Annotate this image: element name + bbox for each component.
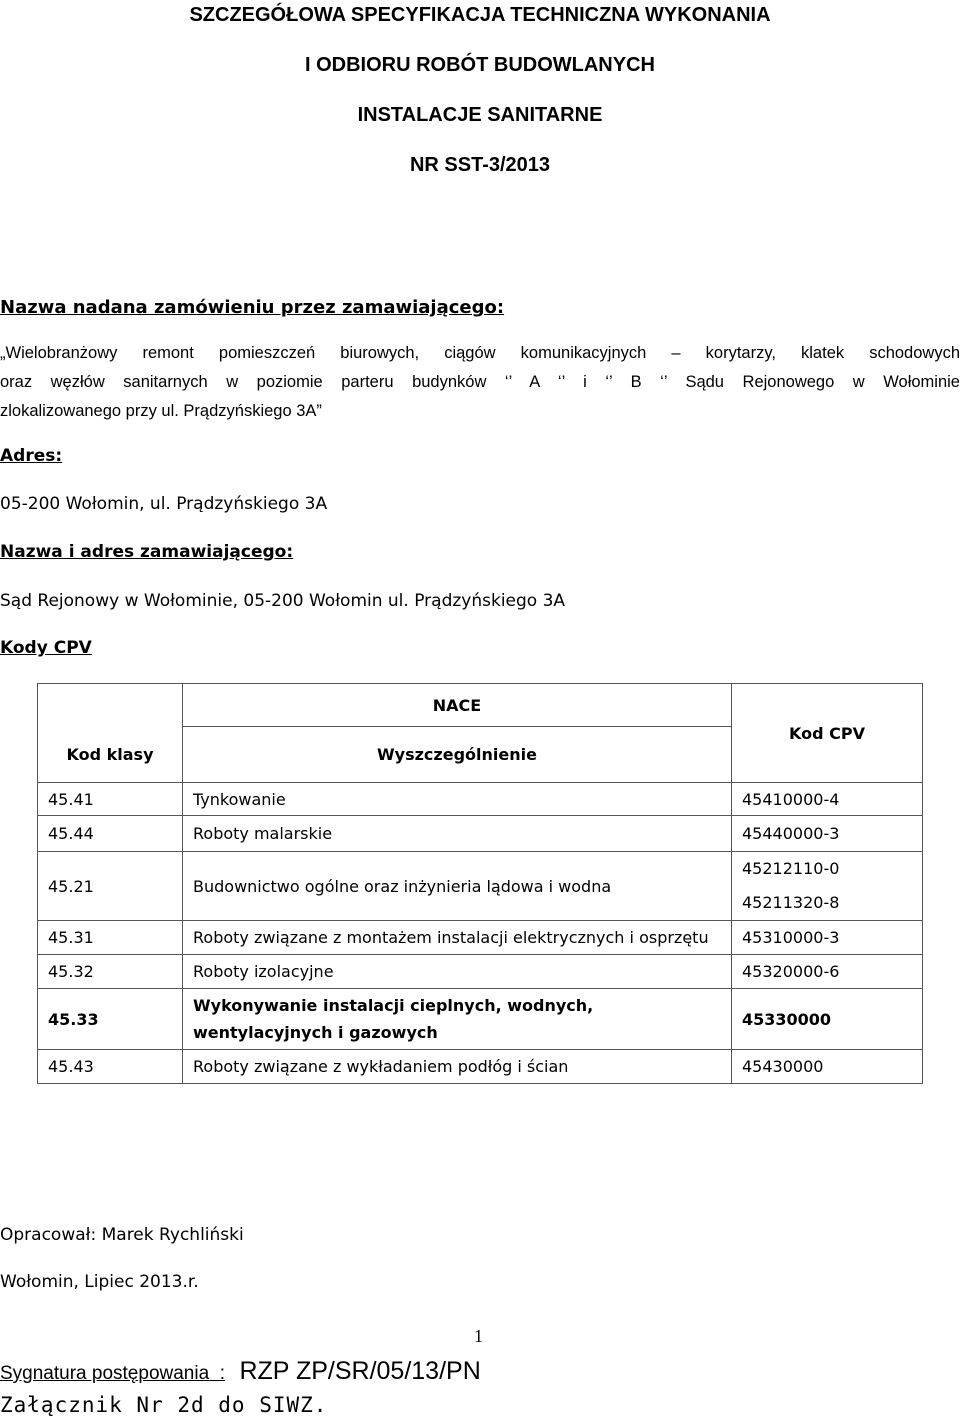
header-class: Kod klasy: [38, 727, 183, 783]
row-description-line-2: wentylacyjnych i gazowych: [193, 1023, 438, 1042]
row-cpv-code: 45430000: [732, 1050, 923, 1084]
address-value: 05-200 Wołomin, ul. Prądzyńskiego 3A: [0, 494, 328, 514]
order-name-line-2: oraz węzłów sanitarnych w poziomie parteru budynków ‘’ A ‘’ i ‘’ B ‘’ Sądu Rejonowego w Wołominie: [0, 373, 960, 391]
row-class: 45.31: [38, 921, 183, 955]
row-description: Budownictwo ogólne oraz inżynieria lądowa i wodna: [183, 852, 732, 921]
row-class: 45.41: [38, 783, 183, 816]
row-description: Roboty związane z wykładaniem podłóg i ścian: [183, 1050, 732, 1084]
row-cpv-code-2: 45211320-8: [742, 893, 840, 912]
row-class: 45.33: [38, 989, 183, 1050]
table-header-row: [38, 684, 923, 727]
header-cpv: Kod CPV: [732, 684, 923, 783]
row-cpv-code: 45320000-6: [732, 955, 923, 989]
row-description: Roboty malarskie: [183, 816, 732, 852]
signature-value: RZP ZP/SR/05/13/PN: [239, 1357, 481, 1385]
row-description-line-1: Wykonywanie instalacji cieplnych, wodnych,: [193, 996, 594, 1015]
signature-label: Sygnatura postępowania: [0, 1363, 210, 1384]
header-description: Wyszczególnienie: [183, 727, 732, 783]
title-line-4: NR SST-3/2013: [409, 154, 551, 176]
title-line-1: SZCZEGÓŁOWA SPECYFIKACJA TECHNICZNA WYKONANIA: [189, 4, 771, 26]
header-nace: NACE: [183, 684, 732, 727]
cpv-label: Kody CPV: [0, 638, 92, 658]
row-description: [183, 989, 732, 1050]
row-cpv-code: 45330000: [732, 989, 923, 1050]
row-class: 45.43: [38, 1050, 183, 1084]
title-line-3: INSTALACJE SANITARNE: [357, 104, 603, 126]
page-number: 1: [474, 1326, 483, 1346]
row-description: Roboty izolacyjne: [183, 955, 732, 989]
row-description: Tynkowanie: [183, 783, 732, 816]
order-name-line-1: „Wielobranżowy remont pomieszczeń biurowych, ciągów komunikacyjnych – korytarzy, klatek schodowych: [0, 344, 960, 362]
cpv-table: [37, 683, 923, 1084]
row-description: Roboty związane z montażem instalacji elektrycznych i osprzętu: [183, 921, 732, 955]
header-spacer: [38, 684, 183, 727]
client-label: Nazwa i adres zamawiającego:: [0, 542, 294, 562]
row-cpv-codes: [732, 852, 923, 921]
row-cpv-code: 45440000-3: [732, 816, 923, 852]
order-name-label: Nazwa nadana zamówieniu przez zamawiającego:: [0, 297, 505, 318]
table-row: [38, 852, 923, 921]
title-line-2: I ODBIORU ROBÓT BUDOWLANYCH: [305, 54, 655, 76]
table-row: [38, 783, 923, 816]
table-row: [38, 1050, 923, 1084]
row-class: 45.32: [38, 955, 183, 989]
place-date: Wołomin, Lipiec 2013.r.: [0, 1272, 199, 1292]
row-class: 45.44: [38, 816, 183, 852]
table-row: [38, 816, 923, 852]
author: Opracował: Marek Rychliński: [0, 1225, 244, 1245]
row-cpv-code: 45212110-0: [742, 859, 840, 878]
attachment-note: Załącznik Nr 2d do SIWZ.: [0, 1393, 328, 1417]
signature-line: [0, 1357, 481, 1386]
row-cpv-code: 45410000-4: [732, 783, 923, 816]
row-class: 45.21: [38, 852, 183, 921]
order-name-line-3: zlokalizowanego przy ul. Prądzyńskiego 3A”: [0, 402, 322, 420]
row-cpv-code: 45310000-3: [732, 921, 923, 955]
address-label: Adres:: [0, 446, 63, 466]
table-row: [38, 921, 923, 955]
table-row: [38, 955, 923, 989]
signature-sep: :: [219, 1363, 225, 1384]
client-value: Sąd Rejonowy w Wołominie, 05-200 Wołomin ul. Prądzyńskiego 3A: [0, 591, 566, 611]
table-row: [38, 989, 923, 1050]
